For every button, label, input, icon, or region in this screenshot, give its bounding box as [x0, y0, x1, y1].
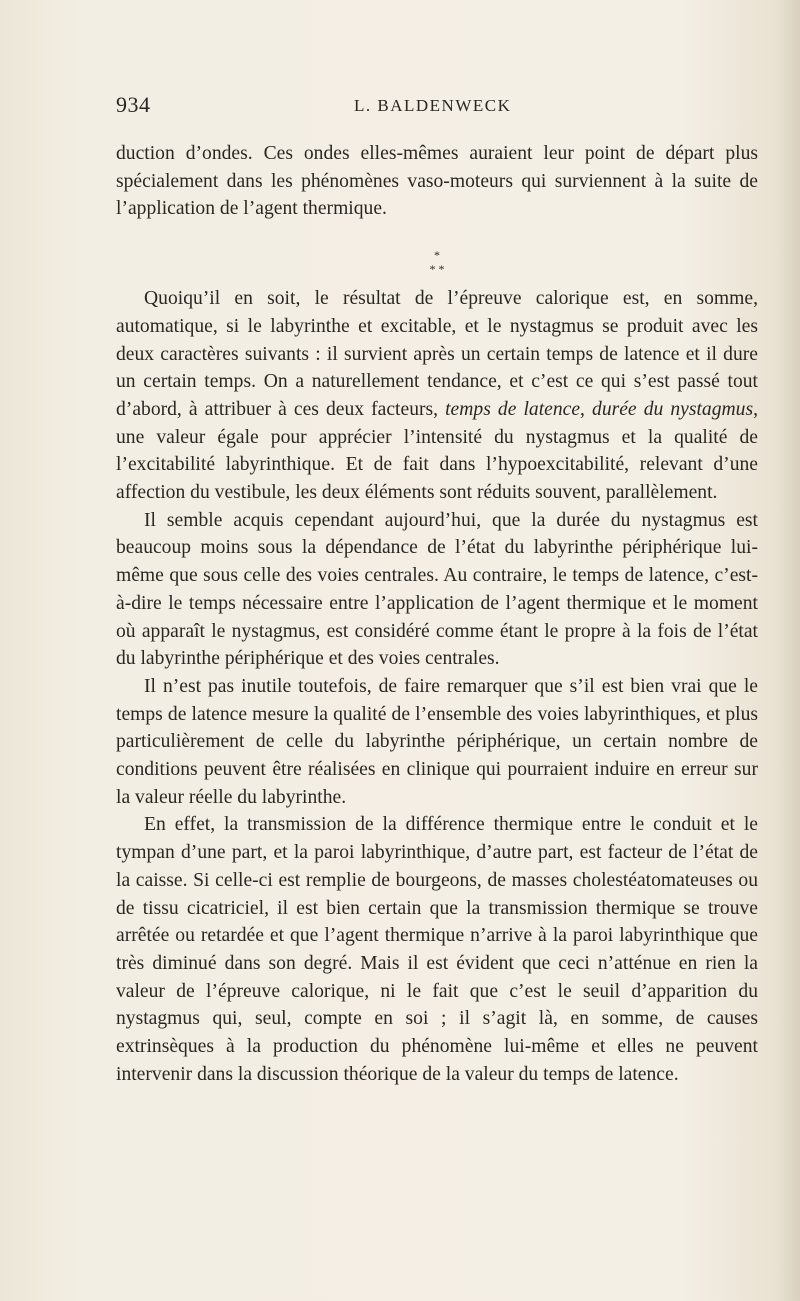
page-number: 934 [116, 92, 151, 117]
body-text [116, 140, 758, 1089]
paragraph-1-text-a: Quoiqu’il en soit, le résultat de l’épreuve calorique est, en somme, automatique, si le labyrinthe et excitable, et le nystagmus se produit avec les deux caractères suivants : il survient après un certain temps de latence et il dure un certain temps. On a naturellement tendance, et c’est ce qui s’est passé tout d’abord, à attribuer à ces deux facteurs, [116, 288, 758, 420]
paragraph-3: Il n’est pas inutile toutefois, de faire remarquer que s’il est bien vrai que le temps de latence mesure la qualité de l’ensemble des voies labyrinthiques, et plus particulièrement de celle du labyrinthe périphérique, un certain nombre de conditions peuvent être réalisées en clinique qui pourraient induire en erreur sur la valeur réelle du labyrinthe. [116, 675, 758, 808]
paragraph-1 [116, 285, 758, 507]
paragraph-2: Il semble acquis cependant aujourd’hui, que la durée du nystagmus est beaucoup moins sous la dépendance de l’état du labyrinthe périphérique lui-même que sous celle des voies centrales. Au contraire, le temps de latence, c’est-à-dire le temps nécessaire entre l’application de l’agent thermique et le moment où apparaît le nystagmus, est considéré comme étant le propre à la fois de l’état du labyrinthe périphérique et des voies centrales. [116, 509, 758, 670]
paragraph-1-text-b: , une valeur égale pour apprécier l’intensité du nystagmus et la qualité de l’excitabilité labyrinthique. Et de fait dans l’hypoexcitabilité, relevant d’une affection du vestibule, les deux éléments sont réduits souvent, parallèlement. [116, 398, 758, 504]
term-duration: durée du nystagmus [592, 398, 754, 420]
paragraph-1-separator: , [580, 398, 593, 420]
term-latency: temps de latence [445, 398, 581, 420]
running-head: L. BALDENWECK [354, 96, 512, 115]
section-ornament [116, 248, 758, 276]
page-header [116, 92, 758, 120]
paragraph-continuation: duction d’ondes. Ces ondes elles-mêmes auraient leur point de départ plus spécialement dans les phénomènes vaso-moteurs qui surviennent à la suite de l’application de l’agent thermique. [116, 143, 758, 220]
paragraph-4: En effet, la transmission de la différence thermique entre le conduit et le tympan d’une part, et la paroi labyrinthique, d’autre part, est facteur de l’état de la caisse. Si celle-ci est remplie de bourgeons, de masses cholestéatomateuses ou de tissu cicatriciel, il est bien certain que la transmission thermique se trouve arrêtée ou retardée et que l’agent thermique n’arrive à la paroi labyrinthique que très diminué dans son degré. Mais il est évident que ceci n’atténue en rien la valeur de l’épreuve calorique, ni le fait que c’est le seuil d’apparition du nystagmus qui, seul, compte en soi ; il s’agit là, en somme, de causes extrinsèques à la production du phénomène lui-même et elles ne peuvent intervenir dans la discussion théorique de la valeur du temps de latence. [116, 814, 758, 1085]
ornament-asterisk-top: * [434, 248, 440, 263]
ornament-asterisks-bottom: * * [429, 262, 445, 277]
